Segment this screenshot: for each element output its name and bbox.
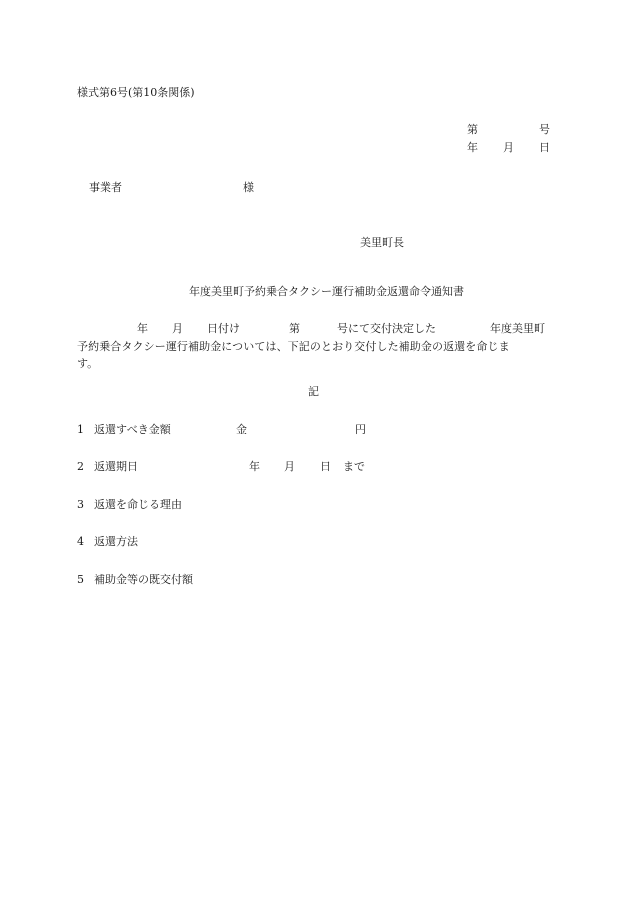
item-label: 返還すべき金額 bbox=[94, 423, 171, 436]
item-number: 1 bbox=[77, 423, 84, 436]
item-label: 返還期日 bbox=[94, 460, 138, 473]
item-label: 返還を命じる理由 bbox=[94, 498, 182, 511]
item-number: 3 bbox=[77, 498, 84, 511]
item-nen: 年 bbox=[249, 460, 260, 473]
item-kin: 金 bbox=[236, 423, 247, 436]
doc-date-month: 月 bbox=[503, 141, 514, 154]
body-nen: 年 bbox=[137, 322, 148, 335]
doc-number-prefix: 第 bbox=[467, 123, 478, 136]
form-label: 様式第6号(第10条関係) bbox=[77, 86, 195, 99]
recipient-label: 事業者 bbox=[89, 181, 122, 194]
body-line-2: 予約乗合タクシー運行補助金については、下記のとおり交付した補助金の返還を命じま bbox=[77, 340, 510, 353]
item-label: 補助金等の既交付額 bbox=[94, 573, 193, 586]
item-number: 4 bbox=[77, 535, 84, 548]
body-line-3: す。 bbox=[77, 357, 99, 370]
recipient-honorific: 様 bbox=[243, 181, 254, 194]
item-made: まで bbox=[343, 460, 365, 473]
body-dai: 第 bbox=[289, 322, 300, 335]
doc-number-suffix: 号 bbox=[539, 123, 550, 136]
document-title: 年度美里町予約乗合タクシー運行補助金返還命令通知書 bbox=[189, 285, 464, 298]
body-tsuki: 月 bbox=[172, 322, 183, 335]
item-number: 5 bbox=[77, 573, 84, 586]
body-go-phrase: 号にて交付決定した bbox=[337, 322, 436, 335]
item-hi: 日 bbox=[320, 460, 331, 473]
item-tsuki: 月 bbox=[284, 460, 295, 473]
item-en: 円 bbox=[355, 423, 366, 436]
doc-date-year: 年 bbox=[467, 141, 478, 154]
body-hitsuke: 日付け bbox=[207, 322, 240, 335]
doc-date-day: 日 bbox=[539, 141, 550, 154]
issuer: 美里町長 bbox=[360, 236, 404, 249]
item-number: 2 bbox=[77, 460, 84, 473]
item-label: 返還方法 bbox=[94, 535, 138, 548]
ki-heading: 記 bbox=[308, 385, 319, 398]
body-nendo: 年度美里町 bbox=[490, 322, 545, 335]
